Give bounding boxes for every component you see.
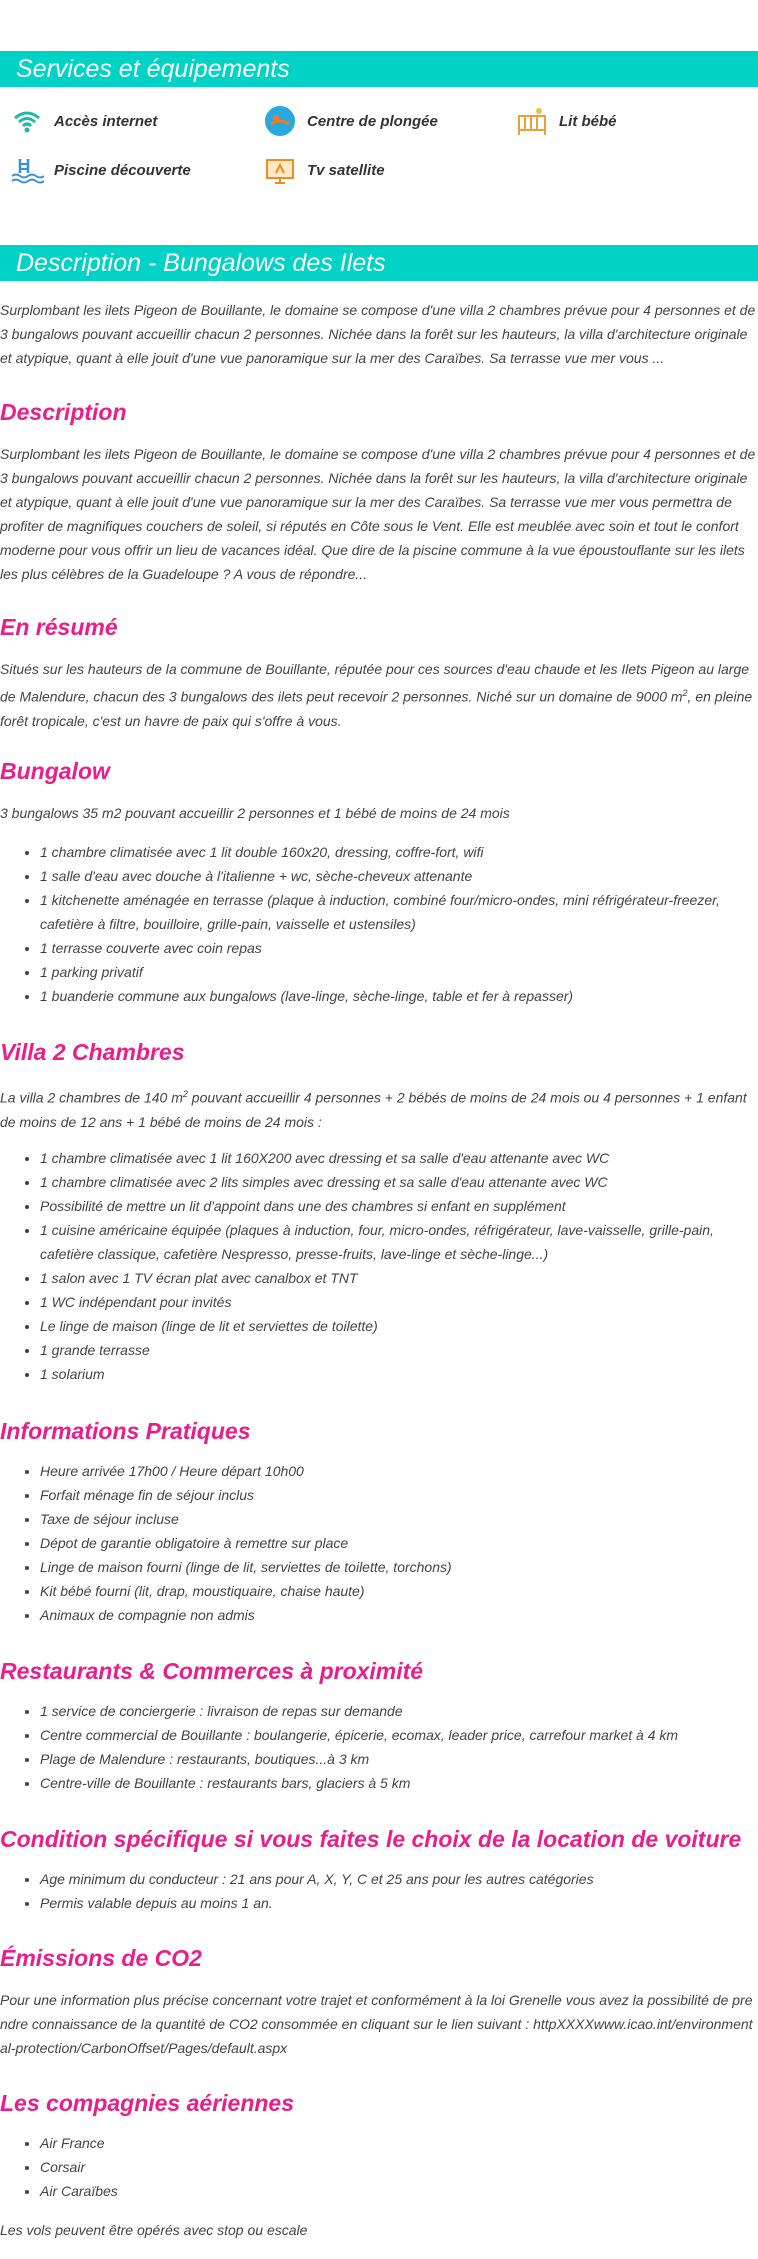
service-internet [10, 104, 157, 138]
list-item: • 1 service de conciergerie : livraison de repas sur demande [40, 1699, 758, 1723]
list-item: • 1 chambre climatisée avec 1 lit 160X200 avec dressing et sa salle d'eau attenante avec WC [40, 1146, 758, 1170]
service-pool [10, 153, 191, 187]
condition-list [0, 1867, 758, 1915]
list-item: • Kit bébé fourni (lit, drap, moustiquaire, chaise haute) [40, 1579, 758, 1603]
list-item: • 1 salle d'eau avec douche à l'italienne + wc, sèche-cheveux attenante [40, 864, 758, 888]
crib-icon [515, 104, 549, 138]
wifi-icon [10, 104, 44, 138]
list-item: • Centre-ville de Bouillante : restaurants bars, glaciers à 5 km [40, 1771, 758, 1795]
list-item: • Permis valable depuis au moins 1 an. [40, 1891, 758, 1915]
service-label: Lit bébé [559, 112, 617, 130]
villa-intro: La villa 2 chambres de 140 $m^2$ pouvant accueillir 4 personnes + 2 bébés de moins de 24 mois ou 4 personnes + 1 enfant de moins de 12 ans + 1 bébé de moins de 24 mois : [0, 1089, 747, 1130]
list-item: • 1 terrasse couverte avec coin repas [40, 936, 758, 960]
infos-list [0, 1459, 758, 1627]
list-item: • Animaux de compagnie non admis [40, 1603, 758, 1627]
airlines-list [0, 2131, 758, 2203]
list-item: • Centre commercial de Bouillante : boulangerie, épicerie, ecomax, leader price, carrefour market à 4 km [40, 1723, 758, 1747]
list-item: • Le linge de maison (linge de lit et serviettes de toilette) [40, 1314, 758, 1338]
resume-title: En résumé [0, 614, 118, 640]
bungalow-list [0, 840, 758, 1008]
bungalow-title: Bungalow [0, 758, 110, 784]
list-item: • Dépot de garantie obligatoire à remettre sur place [40, 1531, 758, 1555]
list-item: • Linge de maison fourni (linge de lit, serviettes de toilette, torchons) [40, 1555, 758, 1579]
list-item: • 1 chambre climatisée avec 2 lits simples avec dressing et sa salle d'eau attenante avec WC [40, 1170, 758, 1194]
resume-text: Situés sur les hauteurs de la commune de Bouillante, réputée pour ces sources d'eau chaude et les Ilets Pigeon au large de Malendure, chacun des 3 bungalows des ilets peut recevoir 2 personnes. Niché sur un domaine de 9000 $m^2$, en pleine forêt tropicale, c'est un havre de paix qui s'offre à vous. [0, 661, 753, 729]
list-item: • 1 WC indépendant pour invités [40, 1290, 758, 1314]
villa-list [0, 1146, 758, 1386]
description-bar-title: Description - Bungalows des Ilets [0, 245, 758, 281]
pool-icon [10, 153, 44, 187]
list-item: • Possibilité de mettre un lit d'appoint dans une des chambres si enfant en supplément [40, 1194, 758, 1218]
list-item: • 1 parking privatif [40, 960, 758, 984]
list-item: • 1 grande terrasse [40, 1338, 758, 1362]
co2-title: Émissions de CO2 [0, 1945, 202, 1971]
tv-icon [263, 153, 297, 187]
list-item: • 1 buanderie commune aux bungalows (lave-linge, sèche-linge, table et fer à repasser) [40, 984, 758, 1008]
list-item: • Plage de Malendure : restaurants, boutiques...à 3 km [40, 1747, 758, 1771]
diving-icon [263, 104, 297, 138]
list-item: • 1 salon avec 1 TV écran plat avec canalbox et TNT [40, 1266, 758, 1290]
list-item: • Taxe de séjour incluse [40, 1507, 758, 1531]
list-item: • Air France [40, 2131, 758, 2155]
service-label: Accès internet [54, 112, 158, 130]
list-item: • Forfait ménage fin de séjour inclus [40, 1483, 758, 1507]
description-title: Description [0, 399, 127, 425]
list-item: • Heure arrivée 17h00 / Heure départ 10h00 [40, 1459, 758, 1483]
service-tv [263, 153, 385, 187]
list-item: • 1 kitchenette aménagée en terrasse (plaque à induction, combiné four/micro-ondes, mini réfrigérateur-freezer, cafetière à filtre, bouilloire, grille-pain, vaisselle et ustensiles) [40, 888, 758, 936]
condition-title: Condition spécifique si vous faites le choix de la location de voiture [0, 1826, 742, 1852]
list-item: • Corsair [40, 2155, 758, 2179]
service-diving [263, 104, 438, 138]
list-item: • Air Caraïbes [40, 2179, 758, 2203]
list-item: • 1 cuisine américaine équipée (plaques à induction, four, micro-ondes, réfrigérateur, lave-vaisselle, grille-pain, cafetière classique, cafetière Nespresso, presse-fruits, lave-linge et sèche-linge...) [40, 1218, 758, 1266]
restaurants-list [0, 1699, 758, 1795]
service-label: Centre de plongée [307, 112, 438, 130]
list-item: • 1 chambre climatisée avec 1 lit double 160x20, dressing, coffre-fort, wifi [40, 840, 758, 864]
airlines-title: Les compagnies aériennes [0, 2090, 295, 2116]
bungalow-intro: 3 bungalows 35 m2 pouvant accueillir 2 personnes et 1 bébé de moins de 24 mois [0, 805, 510, 821]
list-item: • 1 solarium [40, 1362, 758, 1386]
description-text: Surplombant les ilets Pigeon de Bouillante, le domaine se compose d'une villa 2 chambres prévue pour 4 personnes et de 3 bungalows pouvant accueillir chacun 2 personnes. Nichée dans la forêt sur les hauteurs, la villa d'architecture originale et atypique, quant à elle jouit d'une vue panoramique sur la mer des Caraïbes. Sa terrasse vue mer vous permettra de profiter de magnifiques couchers de soleil, si réputés en Côte sous le Vent. Elle est meublée avec soin et tout le confort moderne pour vous offrir un lieu de vacances idéal. Que dire de la piscine commune à la vue époustouflante sur les ilets les plus célèbres de la Guadeloupe ? A vous de répondre... [0, 446, 756, 582]
service-label: Piscine découverte [54, 161, 191, 179]
villa-title: Villa 2 Chambres [0, 1039, 185, 1065]
service-crib [515, 104, 617, 138]
services-title: Services et équipements [0, 51, 758, 87]
infos-title: Informations Pratiques [0, 1418, 251, 1444]
list-item: • Age minimum du conducteur : 21 ans pour A, X, Y, C et 25 ans pour les autres catégories [40, 1867, 758, 1891]
intro-text: Surplombant les ilets Pigeon de Bouillante, le domaine se compose d'une villa 2 chambres prévue pour 4 personnes et de 3 bungalows pouvant accueillir chacun 2 personnes. Nichée dans la forêt sur les hauteurs, la villa d'architecture originale et atypique, quant à elle jouit d'une vue panoramique sur la mer des Caraïbes. Sa terrasse vue mer vous ... [0, 302, 756, 366]
service-label: Tv satellite [307, 161, 385, 179]
co2-text: Pour une information plus précise concernant votre trajet et conformément à la loi Grenelle vous avez la possibilité de prendre connaissance de la quantité de CO2 consommée en cliquant sur le lien suivant : httpXXXXwww.icao.int/environmental-protection/CarbonOffset/Pages/default.aspx [0, 1992, 753, 2056]
restaurants-title: Restaurants & Commerces à proximité [0, 1658, 424, 1684]
airlines-note: Les vols peuvent être opérés avec stop ou escale [0, 2222, 308, 2238]
